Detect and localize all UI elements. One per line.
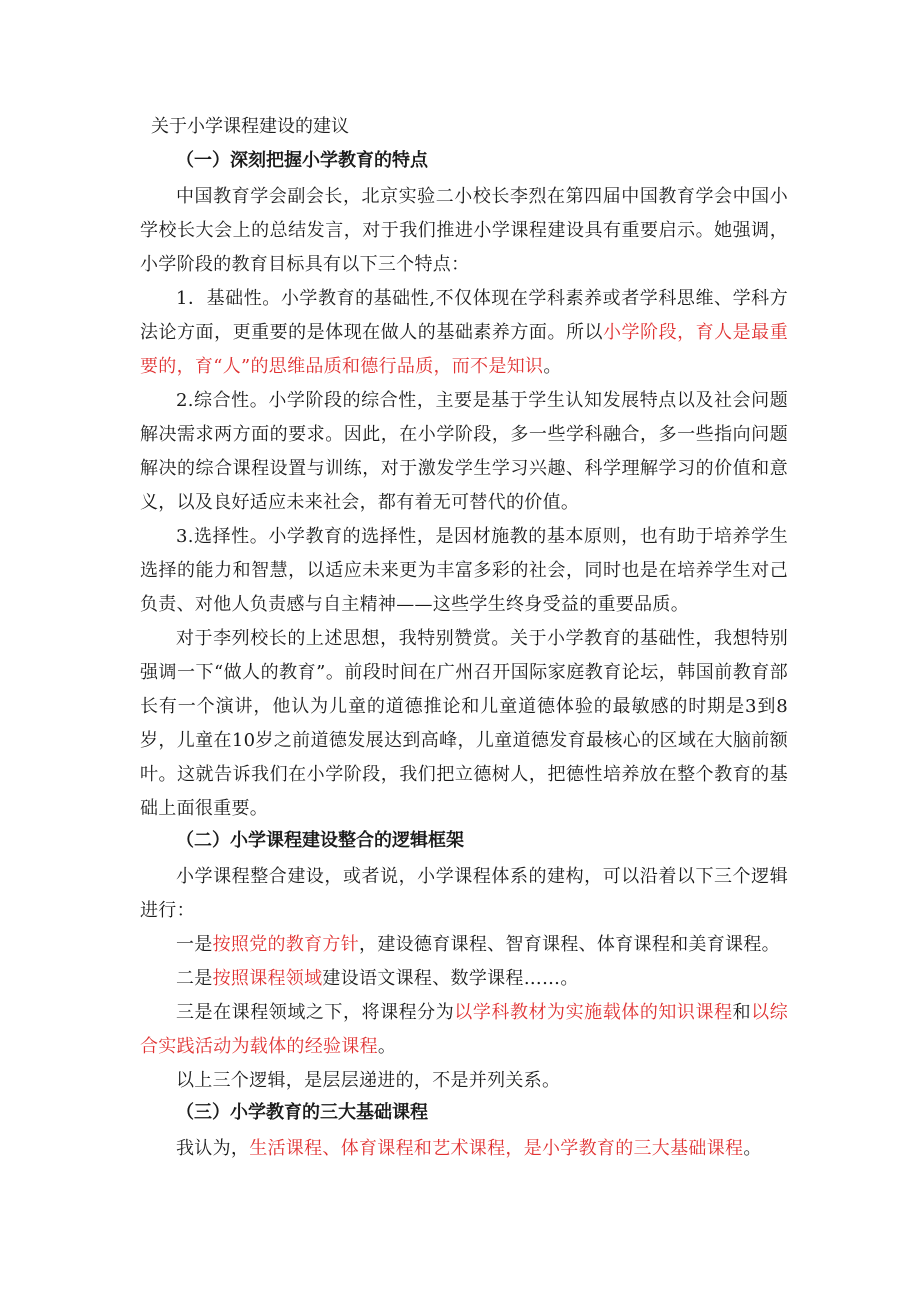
paragraph	[140, 962, 788, 996]
highlighted-text: 按照党的教育方针	[212, 934, 360, 955]
document-title: 关于小学课程建设的建议	[151, 116, 349, 137]
text-run: 。	[743, 1138, 762, 1159]
document-body	[140, 112, 788, 1166]
text-run: 一是	[176, 934, 213, 955]
text-run: 我认为，	[176, 1138, 250, 1159]
paragraph	[140, 996, 788, 1064]
text-run: 。	[377, 1036, 397, 1057]
paragraph	[140, 520, 788, 622]
text-run: 二是	[176, 968, 213, 989]
text-run: 和	[732, 1002, 752, 1023]
text-run: 。	[543, 356, 562, 377]
paragraph	[140, 928, 788, 962]
text-run: ，建设德育课程、智育课程、体育课程和美育课程。	[359, 934, 780, 955]
text-run: 中国教育学会副会长，北京实验二小校长李烈在第四届中国教育学会中国小学校长大会上的总结发言，对于我们推进小学课程建设具有重要启示。她强调，小学阶段的教育目标具有以下三个特点：	[140, 186, 788, 275]
highlighted-text: 以综合实践活动为载体的经验课程	[140, 1002, 789, 1057]
highlighted-text: 小学阶段，育人是最重要的，育“人”的思维品质和德行品质，而不是知识	[140, 322, 788, 377]
highlighted-text: 按照课程领域	[212, 968, 323, 989]
text-run: 对于李列校长的上述思想，我特别赞赏。关于小学教育的基础性，我想特别强调一下“做人的教育”。前段时间在广州召开国际家庭教育论坛，韩国前教育部长有一个演讲，他认为儿童的道德推论和儿童道德体验的最敏感的时期是3到8岁，儿童在10岁之前道德发展达到高峰，儿童道德发育最核心的区域在大脑前额叶。这就告诉我们在小学阶段，我们把立德树人，把德性培养放在整个教育的基础上面很重要。	[140, 628, 788, 819]
paragraph	[140, 860, 788, 928]
section-1	[140, 146, 788, 826]
text-run: 1．基础性。小学教育的基础性,不仅体现在学科素养或者学科思维、学科方法论方面，更重要的是体现在做人的基础素养方面。所以	[140, 288, 788, 343]
paragraph	[140, 1064, 788, 1098]
section-heading: （二）小学课程建设整合的逻辑框架	[176, 830, 464, 851]
section-3	[140, 1098, 788, 1166]
paragraph	[140, 384, 788, 520]
text-run: 3.选择性。小学教育的选择性，是因材施教的基本原则，也有助于培养学生选择的能力和智慧，以适应未来更为丰富多彩的社会，同时也是在培养学生对己负责、对他人负责感与自主精神——这些学生终身受益的重要品质。	[140, 526, 788, 615]
paragraph	[140, 622, 788, 826]
text-run: 建设语文课程、数学课程……。	[322, 968, 579, 989]
paragraph	[140, 1132, 788, 1166]
paragraph	[140, 282, 788, 384]
paragraph	[140, 180, 788, 282]
highlighted-text: 以学科教材为实施载体的知识课程	[454, 1002, 733, 1023]
text-run: 2.综合性。小学阶段的综合性，主要是基于学生认知发展特点以及社会问题解决需求两方面的要求。因此，在小学阶段，多一些学科融合，多一些指向问题解决的综合课程设置与训练，对于激发学生学习兴趣、科学理解学习的价值和意义，以及良好适应未来社会，都有着无可替代的价值。	[140, 390, 788, 513]
text-run: 三是在课程领域之下，将课程分为	[176, 1002, 455, 1023]
text-run: 小学课程整合建设，或者说，小学课程体系的建构，可以沿着以下三个逻辑进行：	[140, 866, 788, 921]
section-heading: （一）深刻把握小学教育的特点	[176, 150, 428, 171]
text-run: 以上三个逻辑，是层层递进的，不是并列关系。	[176, 1070, 561, 1091]
section-2	[140, 826, 788, 1098]
section-heading: （三）小学教育的三大基础课程	[176, 1102, 428, 1123]
highlighted-text: 生活课程、体育课程和艺术课程，是小学教育的三大基础课程	[249, 1138, 744, 1159]
